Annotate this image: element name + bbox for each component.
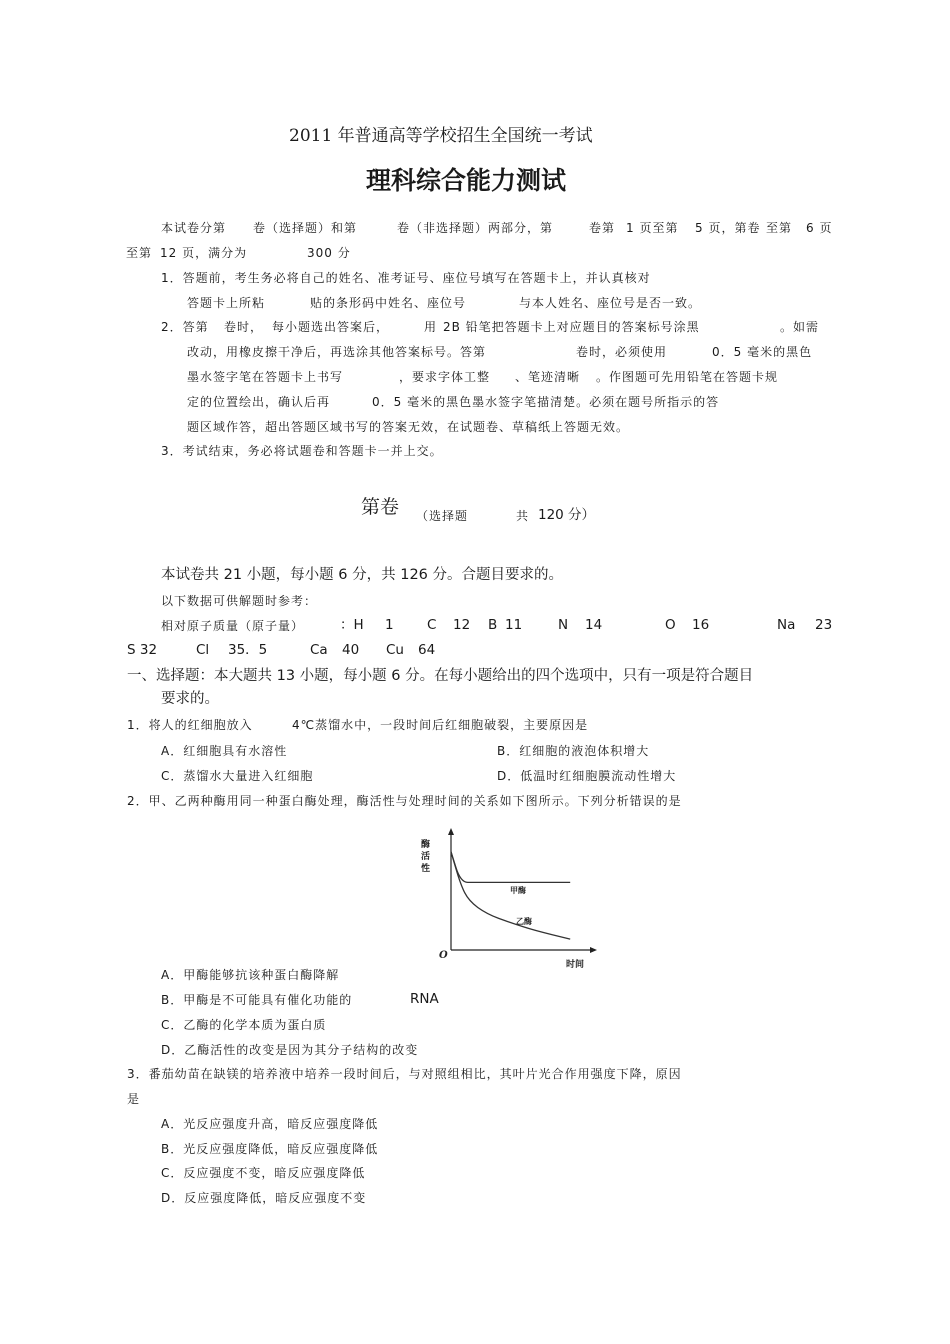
y-axis-label-1: 酶 — [421, 840, 431, 850]
intro-text: 300 分 — [307, 246, 351, 260]
atom-mass: 12 — [453, 617, 471, 633]
note-2-text: 。如需 — [780, 320, 820, 334]
note-2-text: 、笔迹清晰 — [515, 370, 581, 384]
note-2-text: 2B 铅笔把答题卡上对应题目的答案标号涂黑 — [443, 320, 700, 334]
question-1-stem: 4℃蒸馏水中，一段时间后红细胞破裂，主要原因是 — [292, 718, 589, 732]
option-b: B．红细胞的液泡体积增大 — [497, 744, 650, 758]
x-axis-arrow — [590, 947, 597, 953]
note-2-text: 。作图题可先用铅笔在答题卡规 — [596, 370, 779, 384]
note-1: 1．答题前，考生务必将自己的姓名、准考证号、座位号填写在答题卡上，并认真核对 — [161, 271, 651, 285]
section-subtitle: 共 — [516, 509, 530, 523]
atom-mass: 40 — [342, 642, 360, 658]
y-axis-label-2: 活 — [421, 852, 431, 862]
intro-text: 本试卷分第 — [161, 221, 227, 235]
series-yi-line — [451, 852, 570, 939]
part-heading: 一、选择题：本大题共 13 小题，每小题 6 分。在每小题给出的四个选项中，只有一项是符合题目 — [127, 668, 754, 684]
section-description: 本试卷共 21 小题，每小题 6 分，共 126 分。合题目要求的。 — [161, 567, 564, 583]
atom-symbol: Cu — [386, 642, 404, 658]
intro-text: 至第 — [126, 246, 153, 260]
note-2-text: 每小题选出答案后， — [272, 320, 390, 334]
atom-symbol: Na — [777, 617, 796, 633]
section-title: 第卷 — [361, 496, 400, 518]
option-a: A．红细胞具有水溶性 — [161, 744, 288, 758]
series-jia-line — [451, 852, 570, 883]
option-d: D．反应强度降低，暗反应强度不变 — [161, 1191, 367, 1205]
question-2-stem: 2．甲、乙两种酶用同一种蛋白酶处理，酶活性与处理时间的关系如下图所示。下列分析错误的是 — [127, 794, 682, 808]
intro-text: 5 页，第卷 — [695, 221, 761, 235]
option-d: D．低温时红细胞膜流动性增大 — [497, 769, 677, 783]
intro-text: 卷（非选择题）两部分，第 — [397, 221, 554, 235]
question-1-stem: 1．将人的红细胞放入 — [127, 718, 253, 732]
note-2-text: 题区域作答，超出答题区域书写的答案无效，在试题卷、草稿纸上答题无效。 — [187, 420, 630, 434]
series-jia-label: 甲酶 — [510, 886, 526, 895]
atom-symbol: Ca — [310, 642, 328, 658]
option-b: B．光反应强度降低，暗反应强度降低 — [161, 1142, 379, 1156]
note-2-text: 用 — [424, 320, 438, 334]
question-3-stem: 3．番茄幼苗在缺镁的培养液中培养一段时间后，与对照组相比，其叶片光合作用强度下降，原因 — [127, 1067, 682, 1081]
option-b-rna: RNA — [410, 991, 439, 1007]
note-1-text: 贴的条形码中姓名、座位号 — [310, 296, 467, 310]
intro-text: 6 页 — [806, 221, 833, 235]
note-2-text: 卷时， — [224, 320, 264, 334]
series-yi-label: 乙酶 — [516, 917, 532, 926]
intro-text: 至第 — [766, 221, 793, 235]
note-2-text: 0．5 毫米的黑色 — [712, 345, 813, 359]
note-2-text: 0．5 毫米的黑色墨水签字笔描清楚。必须在题号所指示的答 — [372, 395, 720, 409]
note-2-text: 卷时，必须使用 — [576, 345, 668, 359]
part-heading-cont: 要求的。 — [161, 691, 219, 707]
note-2: 2．答第 — [161, 320, 209, 334]
intro-text: 1 页至第 — [626, 221, 679, 235]
atom-symbol: S 32 — [127, 642, 158, 658]
section-subtitle: 120 分） — [538, 507, 596, 523]
note-3: 3．考试结束，务必将试题卷和答题卡一并上交。 — [161, 444, 443, 458]
y-axis-label-3: 性 — [421, 864, 431, 874]
note-2-text: 墨水签字笔在答题卡上书写 — [187, 370, 344, 384]
x-axis-label: 时间 — [566, 960, 585, 970]
atom-mass: 1 — [385, 617, 394, 633]
atom-symbol: C — [427, 617, 437, 633]
note-2-text: 定的位置绘出，确认后再 — [187, 395, 331, 409]
reference-note: 以下数据可供解题时参考： — [161, 594, 318, 608]
option-c: C．乙酶的化学本质为蛋白质 — [161, 1018, 327, 1032]
atom-mass: 11 — [505, 617, 523, 633]
intro-text: 12 页，满分为 — [160, 246, 248, 260]
section-subtitle: （选择题 — [416, 509, 469, 523]
exam-header-title: 2011 年普通高等学校招生全国统一考试 — [289, 126, 593, 146]
y-axis-arrow — [448, 828, 454, 835]
atom-mass: 23 — [815, 617, 833, 633]
option-a: A．光反应强度升高，暗反应强度降低 — [161, 1117, 379, 1131]
intro-text: 卷（选择题）和第 — [253, 221, 358, 235]
intro-text: 卷第 — [589, 221, 616, 235]
option-b: B．甲酶是不可能具有催化功能的 — [161, 993, 353, 1007]
atom-mass: 16 — [692, 617, 710, 633]
option-a: A．甲酶能够抗该种蛋白酶降解 — [161, 968, 340, 982]
question-3-stem-cont: 是 — [127, 1092, 141, 1106]
note-1-text: 与本人姓名、座位号是否一致。 — [519, 296, 702, 310]
atom-mass: 35．5 — [228, 642, 268, 658]
atomic-mass-label: 相对原子质量（原子量） — [161, 619, 305, 633]
enzyme-activity-chart — [418, 826, 600, 971]
page-title: 理科综合能力测试 — [366, 166, 567, 195]
atom-symbol: Cl — [196, 642, 210, 658]
atom-mass: 64 — [418, 642, 436, 658]
origin-label: O — [439, 950, 448, 961]
atom-symbol: N — [558, 617, 569, 633]
atom-symbol: B — [488, 617, 498, 633]
note-1-text: 答题卡上所粘 — [187, 296, 266, 310]
option-c: C．反应强度不变，暗反应强度降低 — [161, 1166, 366, 1180]
atom-symbol: O — [665, 617, 676, 633]
atom-mass: 14 — [585, 617, 603, 633]
note-2-text: 改动，用橡皮擦干净后，再选涂其他答案标号。答第 — [187, 345, 487, 359]
note-2-text: ，要求字体工整 — [399, 370, 491, 384]
option-d: D．乙酶活性的改变是因为其分子结构的改变 — [161, 1043, 419, 1057]
atom-symbol: ：H — [340, 617, 364, 633]
option-c: C．蒸馏水大量进入红细胞 — [161, 769, 314, 783]
